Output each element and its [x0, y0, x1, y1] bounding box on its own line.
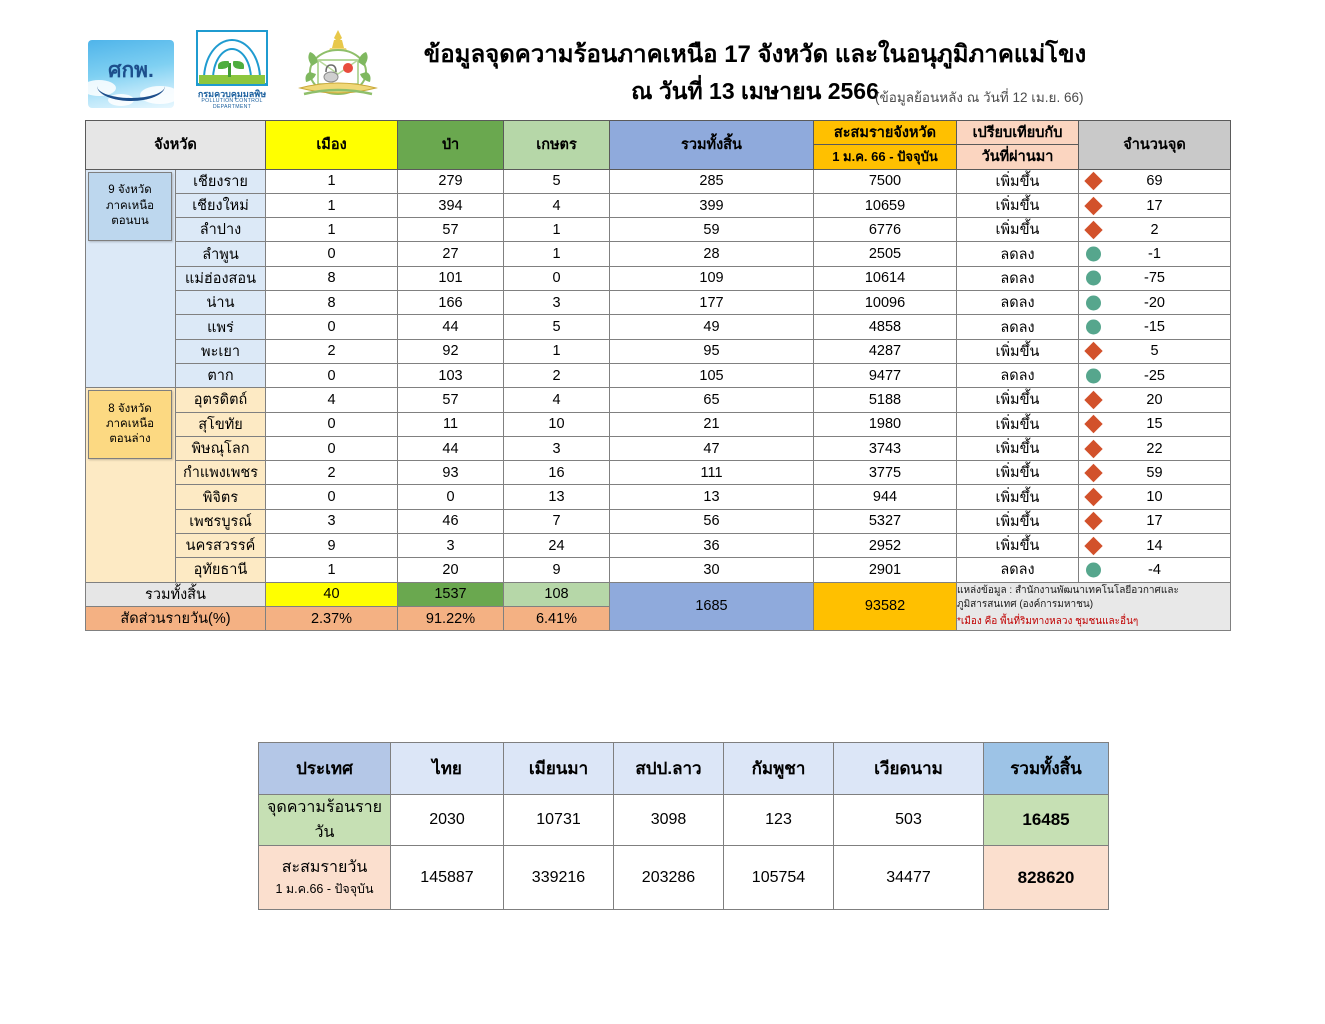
- cell-accumulated: 2952: [814, 534, 957, 558]
- header-forest: ป่า: [398, 121, 504, 170]
- cell-agri: 16: [504, 461, 610, 485]
- increase-diamond-icon: [1084, 342, 1102, 360]
- cell-city: 2: [266, 461, 398, 485]
- table-row: [86, 558, 1231, 582]
- table-row: [86, 315, 1231, 339]
- totals-label: รวมทั้งสิ้น: [86, 582, 266, 606]
- table-row: [86, 485, 1231, 509]
- cell-change-count: [1079, 388, 1231, 412]
- cell-accumulated: 1980: [814, 412, 957, 436]
- table-row: [86, 436, 1231, 460]
- totals-grand: 1685: [610, 582, 814, 631]
- group-badge-upper-north: [88, 172, 172, 241]
- cell-forest: 44: [398, 436, 504, 460]
- accumulated-hotspot-total: 828620: [984, 846, 1109, 910]
- cell-city: 1: [266, 169, 398, 193]
- percentage-city: 2.37%: [266, 606, 398, 630]
- table-row: [86, 509, 1231, 533]
- cell-comparison-text: เพิ่มขึ้น: [957, 388, 1079, 412]
- cell-change-count: [1079, 558, 1231, 582]
- table-header-row: [86, 121, 1231, 145]
- change-count-value: 15: [1146, 416, 1163, 433]
- cell-total: 95: [610, 339, 814, 363]
- decrease-circle-icon: [1086, 368, 1101, 383]
- province-name: พิษณุโลก: [176, 436, 266, 460]
- decrease-circle-icon: [1086, 247, 1101, 262]
- cell-total: 399: [610, 193, 814, 217]
- cell-total: 30: [610, 558, 814, 582]
- cell-accumulated: 4858: [814, 315, 957, 339]
- cell-city: 4: [266, 388, 398, 412]
- cell-city: 3: [266, 509, 398, 533]
- cell-forest: 101: [398, 266, 504, 290]
- increase-diamond-icon: [1084, 439, 1102, 457]
- daily-hotspot-label: จุดความร้อนรายวัน: [259, 795, 391, 846]
- cell-forest: 93: [398, 461, 504, 485]
- accumulated-label-line-1: สะสมรายวัน: [281, 859, 368, 877]
- province-name: แม่ฮ่องสอน: [176, 266, 266, 290]
- source-city-definition-note: *เมือง คือ พื้นที่ริมทางหลวง ชุมชนและอื่นๆ: [957, 615, 1139, 627]
- change-count-value: -75: [1144, 270, 1165, 287]
- header-city: เมือง: [266, 121, 398, 170]
- cell-forest: 166: [398, 291, 504, 315]
- group-badge-line: 8 จังหวัด: [108, 403, 152, 415]
- province-name: เชียงใหม่: [176, 193, 266, 217]
- cell-total: 56: [610, 509, 814, 533]
- cell-city: 0: [266, 412, 398, 436]
- cell-accumulated: 10096: [814, 291, 957, 315]
- cell-total: 13: [610, 485, 814, 509]
- totals-forest: 1537: [398, 582, 504, 606]
- cell-city: 0: [266, 436, 398, 460]
- cell-total: 285: [610, 169, 814, 193]
- cell-comparison-text: เพิ่มขึ้น: [957, 485, 1079, 509]
- country-header-total: รวมทั้งสิ้น: [984, 743, 1109, 795]
- cell-accumulated: 7500: [814, 169, 957, 193]
- change-count-value: 69: [1146, 173, 1163, 190]
- cell-city: 1: [266, 193, 398, 217]
- header-count: จำนวนจุด: [1079, 121, 1231, 170]
- daily-hotspot-value-3: 3098: [614, 795, 724, 846]
- table-row: [86, 266, 1231, 290]
- cell-accumulated: 4287: [814, 339, 957, 363]
- country-header-1: ไทย: [391, 743, 504, 795]
- pollution-control-department-logo-icon: [190, 30, 274, 108]
- cell-change-count: [1079, 485, 1231, 509]
- cell-total: 59: [610, 218, 814, 242]
- arch-ground-bar: [199, 75, 265, 84]
- cell-agri: 10: [504, 412, 610, 436]
- cell-city: 1: [266, 558, 398, 582]
- province-name: นครสวรรค์: [176, 534, 266, 558]
- header-compare-line2: วันที่ผ่านมา: [957, 145, 1079, 169]
- province-name: เชียงราย: [176, 169, 266, 193]
- increase-diamond-icon: [1084, 172, 1102, 190]
- cell-total: 111: [610, 461, 814, 485]
- cell-change-count: [1079, 436, 1231, 460]
- change-count-value: 17: [1146, 513, 1163, 530]
- increase-diamond-icon: [1084, 488, 1102, 506]
- cell-forest: 3: [398, 534, 504, 558]
- cell-forest: 279: [398, 169, 504, 193]
- country-header-label: ประเทศ: [259, 743, 391, 795]
- cell-agri: 5: [504, 169, 610, 193]
- cell-change-count: [1079, 291, 1231, 315]
- increase-diamond-icon: [1084, 512, 1102, 530]
- cell-change-count: [1079, 339, 1231, 363]
- increase-diamond-icon: [1084, 536, 1102, 554]
- northern-provinces-hotspot-table: [85, 120, 1231, 631]
- cell-agri: 1: [504, 242, 610, 266]
- cell-agri: 9: [504, 558, 610, 582]
- cell-accumulated: 944: [814, 485, 957, 509]
- mekong-subregion-hotspot-table: [258, 742, 1109, 910]
- table-row: [86, 291, 1231, 315]
- cell-accumulated: 9477: [814, 363, 957, 387]
- cell-forest: 57: [398, 388, 504, 412]
- cell-comparison-text: เพิ่มขึ้น: [957, 534, 1079, 558]
- header-accumulated-line2: 1 ม.ค. 66 - ปัจจุบัน: [814, 145, 957, 169]
- cell-agri: 24: [504, 534, 610, 558]
- group-label-upper-north: [86, 169, 176, 388]
- province-name: สุโขทัย: [176, 412, 266, 436]
- table-row: [86, 193, 1231, 217]
- report-date-note: (ข้อมูลย้อนหลัง ณ วันที่ 12 เม.ย. 66): [875, 89, 1084, 105]
- change-count-value: -4: [1148, 561, 1161, 578]
- cell-forest: 103: [398, 363, 504, 387]
- increase-diamond-icon: [1084, 221, 1102, 239]
- cell-total: 21: [610, 412, 814, 436]
- cell-city: 0: [266, 315, 398, 339]
- cell-total: 177: [610, 291, 814, 315]
- increase-diamond-icon: [1084, 196, 1102, 214]
- cell-change-count: [1079, 266, 1231, 290]
- cell-forest: 20: [398, 558, 504, 582]
- province-name: อุตรดิตถ์: [176, 388, 266, 412]
- increase-diamond-icon: [1084, 415, 1102, 433]
- group-badge-line: ตอนบน: [111, 214, 149, 227]
- change-count-value: 17: [1146, 197, 1163, 214]
- cell-agri: 3: [504, 436, 610, 460]
- table-row: [86, 461, 1231, 485]
- totals-city: 40: [266, 582, 398, 606]
- cell-change-count: [1079, 412, 1231, 436]
- pcd-logo-english-label: POLLUTION CONTROL DEPARTMENT: [201, 98, 263, 110]
- daily-hotspot-row: [259, 795, 1109, 846]
- group-label-lower-north: [86, 388, 176, 582]
- change-count-value: 22: [1146, 440, 1163, 457]
- country-header-row: [259, 743, 1109, 795]
- province-name: น่าน: [176, 291, 266, 315]
- accumulated-hotspot-value-5: 34477: [834, 846, 984, 910]
- province-name: อุทัยธานี: [176, 558, 266, 582]
- cell-forest: 0: [398, 485, 504, 509]
- cell-forest: 394: [398, 193, 504, 217]
- change-count-value: -20: [1144, 294, 1165, 311]
- cell-total: 65: [610, 388, 814, 412]
- province-name: ลำพูน: [176, 242, 266, 266]
- decrease-circle-icon: [1086, 295, 1101, 310]
- cell-agri: 1: [504, 218, 610, 242]
- cell-accumulated: 3775: [814, 461, 957, 485]
- table-row: [86, 534, 1231, 558]
- cell-forest: 44: [398, 315, 504, 339]
- cell-comparison-text: เพิ่มขึ้น: [957, 169, 1079, 193]
- totals-accumulated: 93582: [814, 582, 957, 631]
- cell-comparison-text: เพิ่มขึ้น: [957, 436, 1079, 460]
- table-row: [86, 218, 1231, 242]
- cell-forest: 11: [398, 412, 504, 436]
- cell-forest: 27: [398, 242, 504, 266]
- daily-hotspot-total: 16485: [984, 795, 1109, 846]
- accumulated-hotspot-row: [259, 846, 1109, 910]
- accumulated-hotspot-value-4: 105754: [724, 846, 834, 910]
- cell-city: 1: [266, 218, 398, 242]
- cell-change-count: [1079, 315, 1231, 339]
- cell-comparison-text: ลดลง: [957, 363, 1079, 387]
- cell-agri: 4: [504, 193, 610, 217]
- cell-accumulated: 3743: [814, 436, 957, 460]
- table-body: [86, 169, 1231, 582]
- header-accumulated-line1: สะสมรายจังหวัด: [814, 121, 957, 145]
- change-count-value: 10: [1146, 489, 1163, 506]
- table-row: [86, 363, 1231, 387]
- change-count-value: 5: [1150, 343, 1159, 360]
- source-line-2: ภูมิสารสนเทศ (องค์การมหาชน): [957, 599, 1094, 611]
- cell-agri: 3: [504, 291, 610, 315]
- table-row: [86, 169, 1231, 193]
- cell-accumulated: 10614: [814, 266, 957, 290]
- cell-agri: 7: [504, 509, 610, 533]
- title-block: [395, 40, 1115, 110]
- arch-leaf-right: [233, 61, 244, 69]
- provincial-emblem-icon: [290, 28, 386, 108]
- cell-accumulated: 2901: [814, 558, 957, 582]
- source-note-cell: [957, 582, 1231, 631]
- change-count-value: 59: [1146, 464, 1163, 481]
- cell-forest: 46: [398, 509, 504, 533]
- cell-comparison-text: เพิ่มขึ้น: [957, 218, 1079, 242]
- daily-hotspot-value-4: 123: [724, 795, 834, 846]
- cell-city: 8: [266, 291, 398, 315]
- percentage-forest: 91.22%: [398, 606, 504, 630]
- percentage-agri: 6.41%: [504, 606, 610, 630]
- table-row: [86, 388, 1231, 412]
- cell-comparison-text: เพิ่มขึ้น: [957, 339, 1079, 363]
- cell-change-count: [1079, 193, 1231, 217]
- page-header: [0, 0, 1325, 118]
- cell-agri: 13: [504, 485, 610, 509]
- header-compare-line1: เปรียบเทียบกับ: [957, 121, 1079, 145]
- group-badge-line: ภาคเหนือ: [105, 418, 154, 431]
- cell-comparison-text: ลดลง: [957, 291, 1079, 315]
- cell-change-count: [1079, 218, 1231, 242]
- table-row: [86, 412, 1231, 436]
- title-subtitle-row: [395, 74, 1115, 110]
- province-name: พะเยา: [176, 339, 266, 363]
- daily-hotspot-value-2: 10731: [504, 795, 614, 846]
- cell-comparison-text: เพิ่มขึ้น: [957, 412, 1079, 436]
- cell-accumulated: 6776: [814, 218, 957, 242]
- country-header-2: เมียนมา: [504, 743, 614, 795]
- header-province: จังหวัด: [86, 121, 266, 170]
- cell-change-count: [1079, 242, 1231, 266]
- change-count-value: -25: [1144, 367, 1165, 384]
- cell-comparison-text: เพิ่มขึ้น: [957, 461, 1079, 485]
- cell-accumulated: 5327: [814, 509, 957, 533]
- cell-forest: 57: [398, 218, 504, 242]
- accumulated-hotspot-label: [259, 846, 391, 910]
- increase-diamond-icon: [1084, 464, 1102, 482]
- cell-change-count: [1079, 509, 1231, 533]
- country-header-5: เวียดนาม: [834, 743, 984, 795]
- increase-diamond-icon: [1084, 391, 1102, 409]
- cell-accumulated: 10659: [814, 193, 957, 217]
- cell-agri: 0: [504, 266, 610, 290]
- cell-total: 109: [610, 266, 814, 290]
- cell-city: 0: [266, 242, 398, 266]
- decrease-circle-icon: [1086, 271, 1101, 286]
- report-date: ณ วันที่ 13 เมษายน 2566: [631, 77, 879, 104]
- province-name: พิจิตร: [176, 485, 266, 509]
- change-count-value: 2: [1150, 221, 1159, 238]
- cell-city: 0: [266, 363, 398, 387]
- percentage-label: สัดส่วนรายวัน(%): [86, 606, 266, 630]
- change-count-value: -1: [1148, 246, 1161, 263]
- accumulated-hotspot-value-3: 203286: [614, 846, 724, 910]
- group-badge-lower-north: [88, 390, 172, 459]
- country-header-4: กัมพูชา: [724, 743, 834, 795]
- table-row: [86, 339, 1231, 363]
- pcd-sky-logo-arc: [97, 71, 165, 101]
- cell-comparison-text: ลดลง: [957, 315, 1079, 339]
- group-badge-line: ตอนล่าง: [109, 433, 151, 446]
- decrease-circle-icon: [1086, 562, 1101, 577]
- province-name: ลำปาง: [176, 218, 266, 242]
- cell-comparison-text: ลดลง: [957, 558, 1079, 582]
- totals-agri: 108: [504, 582, 610, 606]
- cell-city: 9: [266, 534, 398, 558]
- cell-agri: 1: [504, 339, 610, 363]
- cell-change-count: [1079, 363, 1231, 387]
- province-name: แพร่: [176, 315, 266, 339]
- source-line-1: แหล่งข้อมูล : สำนักงานพัฒนาเทคโนโลยีอวกาศและ: [957, 584, 1179, 596]
- cell-comparison-text: ลดลง: [957, 266, 1079, 290]
- cell-change-count: [1079, 461, 1231, 485]
- logo-group: [88, 28, 386, 108]
- cell-city: 8: [266, 266, 398, 290]
- cell-comparison-text: เพิ่มขึ้น: [957, 193, 1079, 217]
- daily-hotspot-value-1: 2030: [391, 795, 504, 846]
- cell-city: 0: [266, 485, 398, 509]
- header-agriculture: เกษตร: [504, 121, 610, 170]
- cell-agri: 2: [504, 363, 610, 387]
- daily-hotspot-value-5: 503: [834, 795, 984, 846]
- change-count-value: 20: [1146, 391, 1163, 408]
- change-count-value: 14: [1146, 537, 1163, 554]
- country-header-3: สปป.ลาว: [614, 743, 724, 795]
- header-grand-total: รวมทั้งสิ้น: [610, 121, 814, 170]
- accumulated-label-line-2: 1 ม.ค.66 - ปัจจุบัน: [275, 882, 374, 897]
- accumulated-hotspot-value-2: 339216: [504, 846, 614, 910]
- cell-agri: 4: [504, 388, 610, 412]
- province-name: กำแพงเพชร: [176, 461, 266, 485]
- cell-total: 49: [610, 315, 814, 339]
- pcd-sky-logo-text: ศกพ.: [108, 59, 154, 82]
- cell-total: 28: [610, 242, 814, 266]
- group-badge-line: ภาคเหนือ: [105, 199, 154, 212]
- decrease-circle-icon: [1086, 320, 1101, 335]
- cell-city: 2: [266, 339, 398, 363]
- cell-accumulated: 2505: [814, 242, 957, 266]
- table-row: [86, 242, 1231, 266]
- province-name: ตาก: [176, 363, 266, 387]
- cell-change-count: [1079, 169, 1231, 193]
- group-badge-line: 9 จังหวัด: [108, 184, 152, 197]
- cell-agri: 5: [504, 315, 610, 339]
- cell-change-count: [1079, 534, 1231, 558]
- change-count-value: -15: [1144, 319, 1165, 336]
- page-title: ข้อมูลจุดความร้อนภาคเหนือ 17 จังหวัด และในอนุภูมิภาคแม่โขง: [423, 41, 1087, 68]
- cell-comparison-text: ลดลง: [957, 242, 1079, 266]
- cell-forest: 92: [398, 339, 504, 363]
- cell-total: 47: [610, 436, 814, 460]
- totals-row: [86, 582, 1231, 606]
- cell-comparison-text: เพิ่มขึ้น: [957, 509, 1079, 533]
- province-name: เพชรบูรณ์: [176, 509, 266, 533]
- cell-total: 105: [610, 363, 814, 387]
- cell-accumulated: 5188: [814, 388, 957, 412]
- cell-total: 36: [610, 534, 814, 558]
- pcd-logo-thai-label: กรมควบคุมมลพิษ: [197, 89, 267, 99]
- accumulated-hotspot-value-1: 145887: [391, 846, 504, 910]
- pcd-sky-logo-icon: [88, 40, 174, 108]
